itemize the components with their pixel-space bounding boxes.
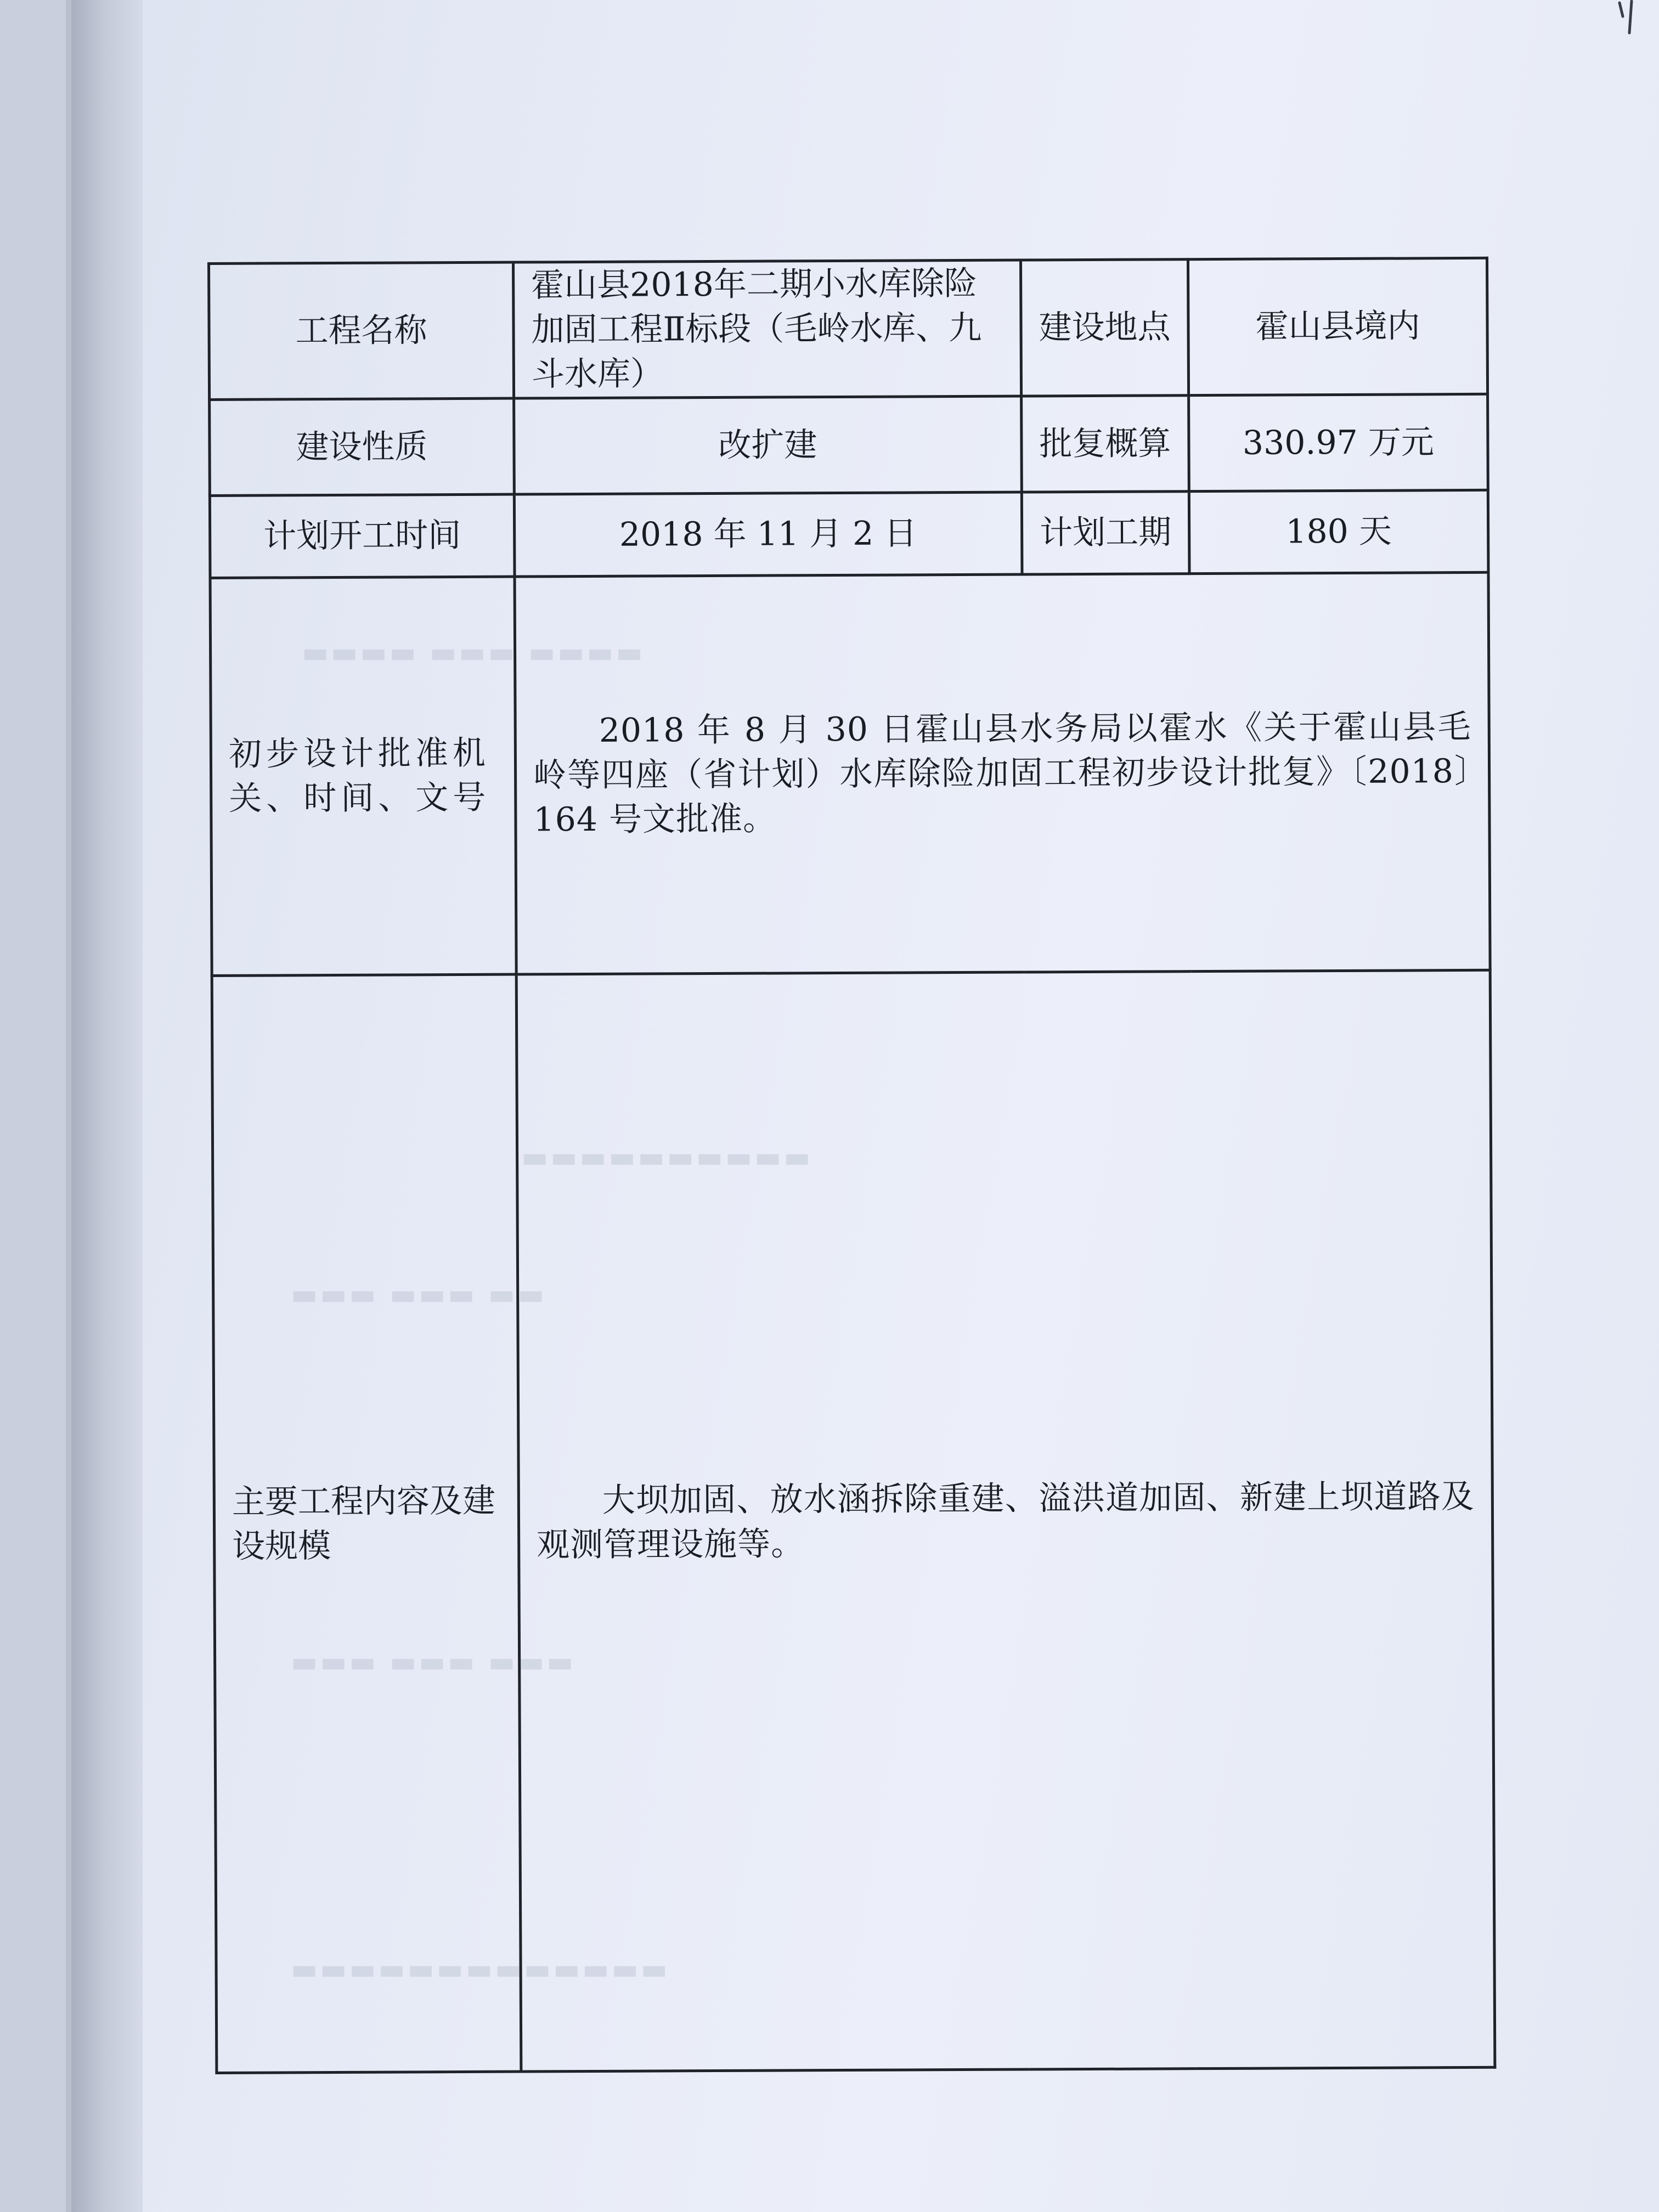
design-approval-value: 2018 年 8 月 30 日霍山县水务局以霍水《关于霍山县毛岭等四座（省计划）水库除险加固工程初步设计批复》〔2018〕164 号文批准。 [515, 572, 1490, 974]
approved-budget-value: 330.97 万元 [1189, 394, 1488, 491]
location-value: 霍山县境内 [1188, 258, 1487, 395]
project-info-table [207, 257, 1496, 2074]
planned-duration-label: 计划工期 [1022, 492, 1189, 574]
construction-nature-label: 建设性质 [210, 398, 515, 495]
planned-start-label: 计划开工时间 [210, 494, 515, 578]
planned-start-value: 2018 年 11 月 2 日 [514, 492, 1022, 577]
table-row [210, 572, 1490, 975]
bleed-through-text: ▬▬▬▬ ▬▬▬ ▬▬▬▬ [302, 636, 645, 669]
planned-duration-value: 180 天 [1189, 490, 1488, 573]
bleed-through-text: ▬▬▬ ▬▬▬ ▬▬▬ [291, 1646, 576, 1679]
project-name-value: 霍山县2018年二期小水库除险加固工程Ⅱ标段（毛岭水库、九斗水库） [514, 260, 1022, 398]
table-row [212, 970, 1495, 2073]
construction-nature-value: 改扩建 [514, 396, 1022, 494]
approved-budget-label: 批复概算 [1022, 396, 1189, 492]
bleed-through-text: ▬▬▬ ▬▬▬ ▬▬ [291, 1278, 547, 1311]
bleed-through-text: ▬▬▬▬▬▬▬▬▬▬ [521, 1141, 813, 1174]
pen-mark [1610, 0, 1643, 49]
bleed-through-text: ▬▬▬▬▬▬▬▬▬▬▬▬▬ [291, 1953, 670, 1986]
main-works-label: 主要工程内容及建设规模 [212, 974, 521, 2073]
project-name-label: 工程名称 [209, 262, 514, 399]
table-row [210, 490, 1488, 578]
table-row [209, 258, 1488, 399]
location-label: 建设地点 [1020, 259, 1188, 396]
design-approval-label: 初步设计批准机关、时间、文号 [210, 577, 516, 975]
main-works-value: 大坝加固、放水涵拆除重建、溢洪道加固、新建上坝道路及观测管理设施等。 [516, 970, 1495, 2072]
page-binding-shadow [71, 0, 143, 2212]
table-row [210, 394, 1488, 495]
